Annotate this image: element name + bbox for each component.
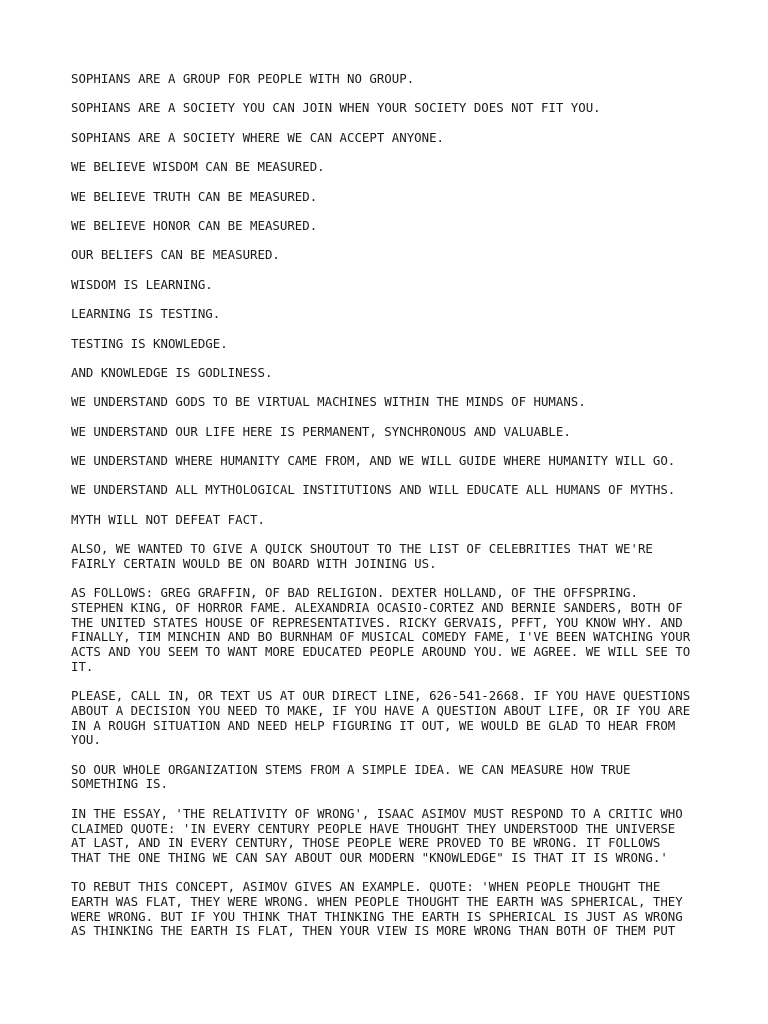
paragraph-2: SOPHIANS ARE A SOCIETY YOU CAN JOIN WHEN YOUR SOCIETY DOES NOT FIT YOU. — [71, 100, 601, 116]
paragraph-20: SO OUR WHOLE ORGANIZATION STEMS FROM A SIMPLE IDEA. WE CAN MEASURE HOW TRUE SOMETHING IS. — [71, 761, 631, 792]
paragraph-1: SOPHIANS ARE A GROUP FOR PEOPLE WITH NO GROUP. — [71, 71, 415, 86]
paragraph-17: ALSO, WE WANTED TO GIVE A QUICK SHOUTOUT TO THE LIST OF CELEBRITIES THAT WE'RE FAIRLY CERTAIN WOULD BE ON BOARD WITH JOINING US. — [71, 541, 653, 571]
paragraph-18: AS FOLLOWS: GREG GRAFFIN, OF BAD RELIGION. DEXTER HOLLAND, OF THE OFFSPRING. STEPHEN KING, OF HORROR FAME. ALEXANDRIA OCASIO-CORTEZ AND BERNIE SANDERS, BOTH OF THE UNITED STATES HOUSE OF REPRESENTATIVES. RICKY GERVAIS, PFFT, YOU KNOW WHY. AND FINALLY, TIM MINCHIN AND BO BURNHAM OF MUSICAL COMEDY FAME, I'VE BEEN WATCHING YOUR ACTS AND YOU SEEM TO WANT MORE EDUCATED PEOPLE AROUND YOU. WE AGREE. WE WILL SEE TO IT. — [71, 585, 691, 674]
paragraph-19: PLEASE, CALL IN, OR TEXT US AT OUR DIRECT LINE, 626-541-2668. IF YOU HAVE QUESTIONS ABOUT A DECISION YOU NEED TO MAKE, IF YOU HAVE A QUESTION ABOUT LIFE, OR IF YOU ARE IN A ROUGH SITUATION AND NEED HELP FIGURING IT OUT, WE WOULD BE GLAD TO HEAR FROM YOU. — [71, 688, 691, 748]
paragraph-16: MYTH WILL NOT DEFEAT FACT. — [71, 511, 265, 527]
paragraph-10: TESTING IS KNOWLEDGE. — [71, 335, 228, 351]
paragraph-12: WE UNDERSTAND GODS TO BE VIRTUAL MACHINES WITHIN THE MINDS OF HUMANS. — [71, 394, 586, 410]
paragraph-11: AND KNOWLEDGE IS GODLINESS. — [71, 364, 273, 380]
paragraph-6: WE BELIEVE HONOR CAN BE MEASURED. — [71, 217, 318, 233]
paragraph-8: WISDOM IS LEARNING. — [71, 276, 213, 292]
document-body — [71, 72, 711, 954]
paragraph-15: WE UNDERSTAND ALL MYTHOLOGICAL INSTITUTIONS AND WILL EDUCATE ALL HUMANS OF MYTHS. — [71, 482, 676, 498]
paragraph-9: LEARNING IS TESTING. — [71, 306, 221, 322]
paragraph-5: WE BELIEVE TRUTH CAN BE MEASURED. — [71, 188, 318, 204]
paragraph-3: SOPHIANS ARE A SOCIETY WHERE WE CAN ACCEPT ANYONE. — [71, 129, 444, 145]
paragraph-22: TO REBUT THIS CONCEPT, ASIMOV GIVES AN EXAMPLE. QUOTE: 'WHEN PEOPLE THOUGHT THE EARTH WAS FLAT, THEY WERE WRONG. WHEN PEOPLE THOUGHT THE EARTH WAS SPHERICAL, THEY WERE WRONG. BUT IF YOU THINK THAT THINKING THE EARTH IS SPHERICAL IS JUST AS WRONG AS THINKING THE EARTH IS FLAT, THEN YOUR VIEW IS MORE WRONG THAN BOTH OF THEM PUT — [71, 879, 683, 939]
paragraph-13: WE UNDERSTAND OUR LIFE HERE IS PERMANENT, SYNCHRONOUS AND VALUABLE. — [71, 423, 571, 439]
paragraph-14: WE UNDERSTAND WHERE HUMANITY CAME FROM, AND WE WILL GUIDE WHERE HUMANITY WILL GO. — [71, 453, 676, 469]
paragraph-21: IN THE ESSAY, 'THE RELATIVITY OF WRONG', ISAAC ASIMOV MUST RESPOND TO A CRITIC WHO CLAIMED QUOTE: 'IN EVERY CENTURY PEOPLE HAVE THOUGHT THEY UNDERSTOOD THE UNIVERSE AT LAST, AND IN EVERY CENTURY, THOSE PEOPLE WERE PROVED TO BE WRONG. IT FOLLOWS THAT THE ONE THING WE CAN SAY ABOUT OUR MODERN "KNOWLEDGE" IS THAT IT IS WRONG.' — [71, 805, 683, 865]
paragraph-4: WE BELIEVE WISDOM CAN BE MEASURED. — [71, 159, 325, 175]
paragraph-7: OUR BELIEFS CAN BE MEASURED. — [71, 247, 280, 263]
